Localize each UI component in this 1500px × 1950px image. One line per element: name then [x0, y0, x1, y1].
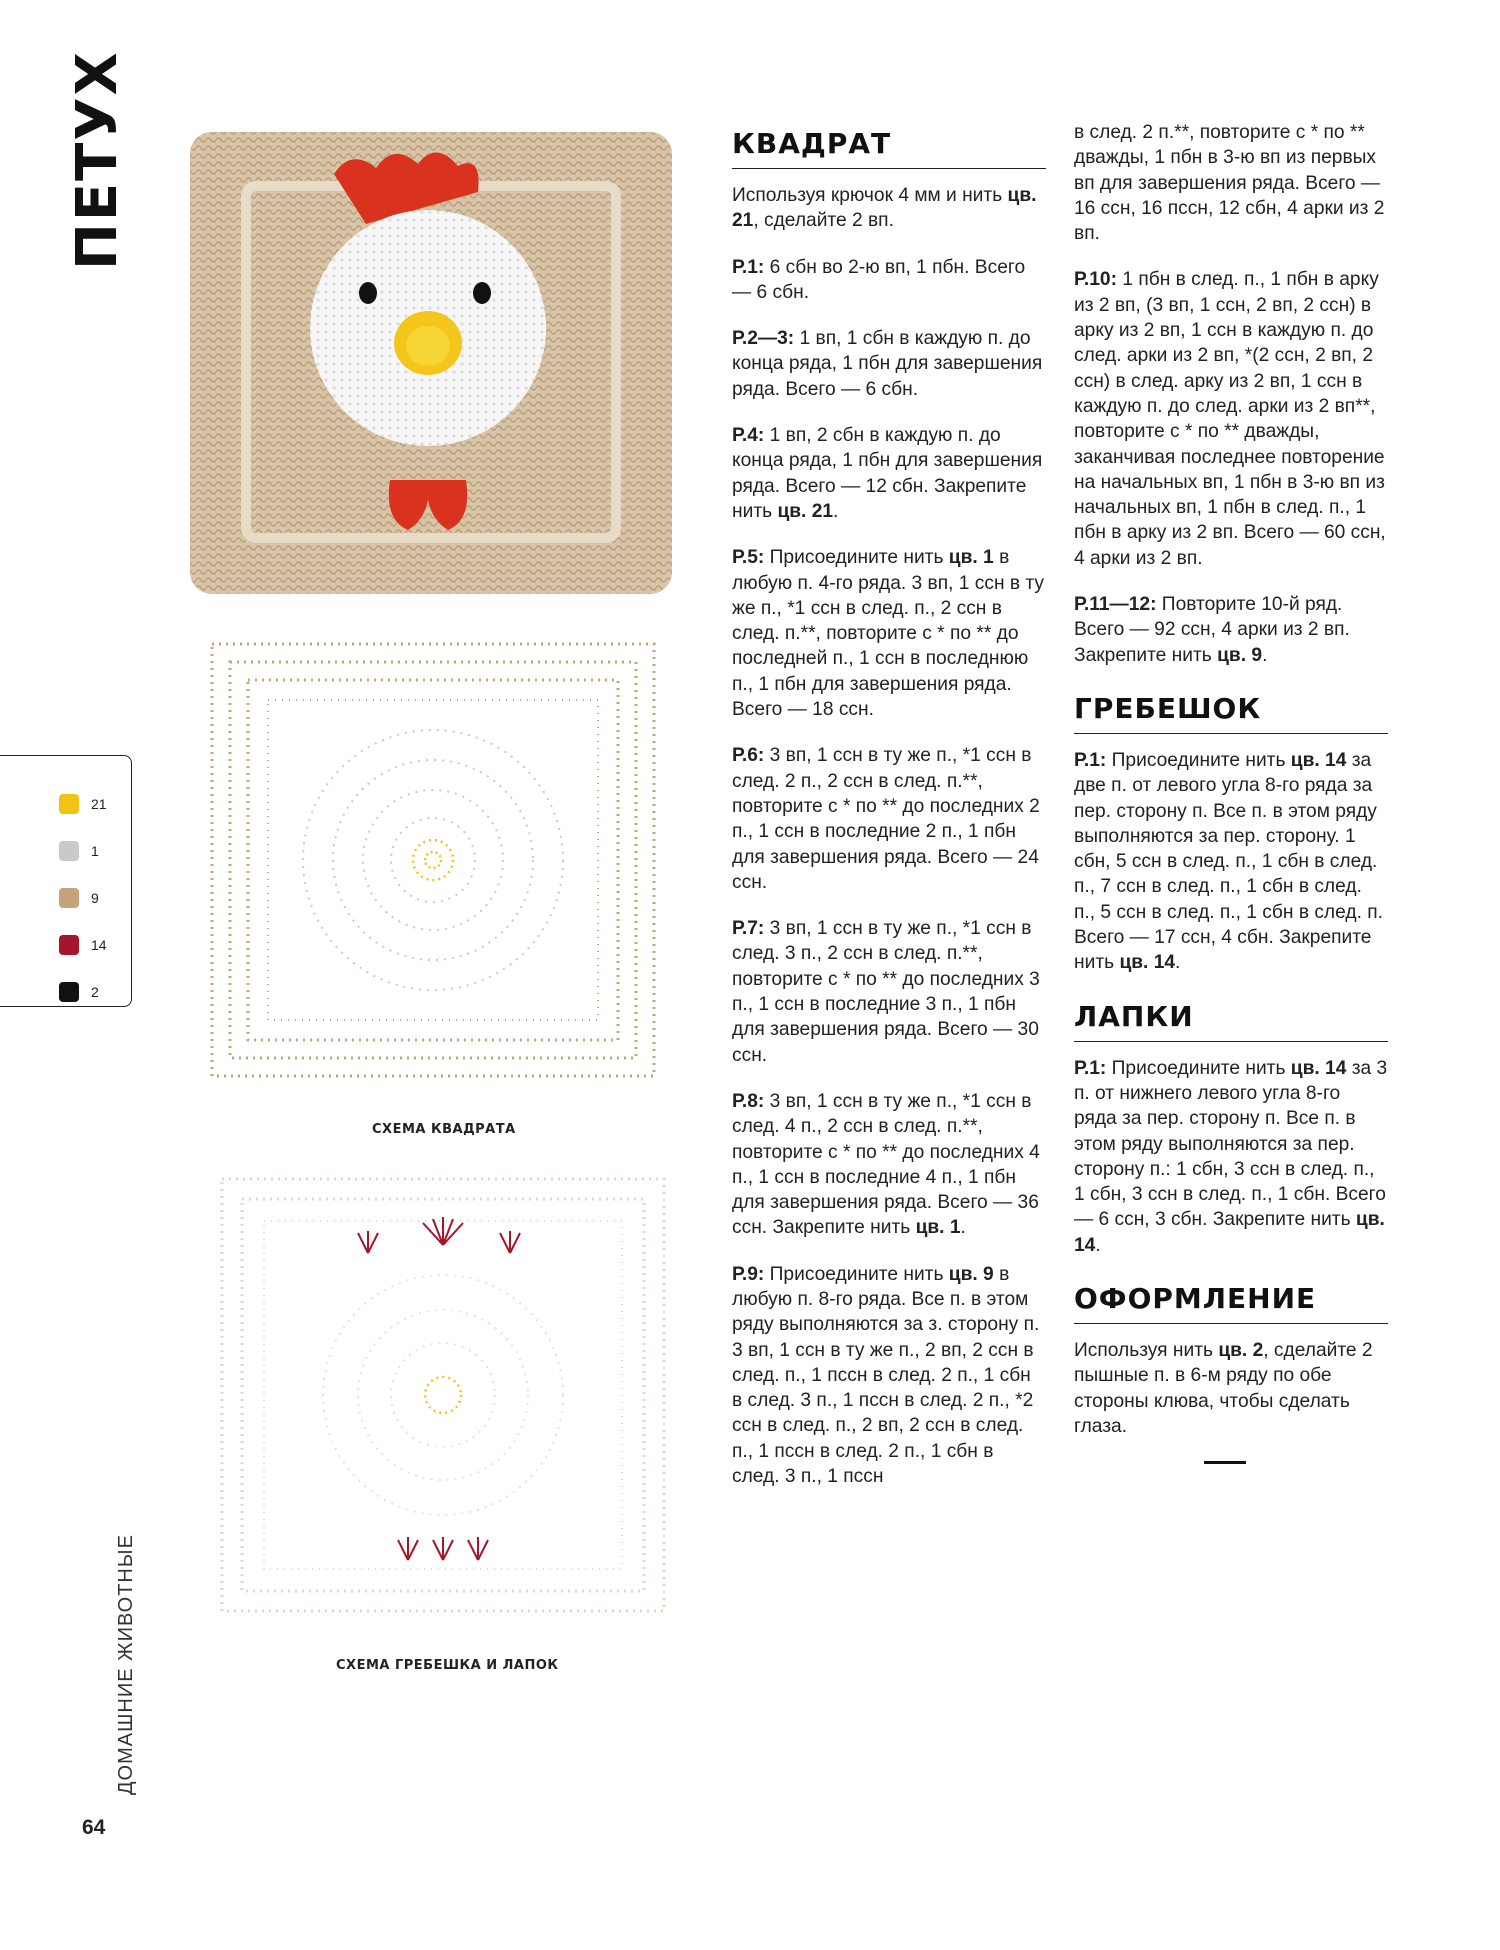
legend-label: 2 — [91, 984, 99, 1000]
square-chart-caption: СХЕМА КВАДРАТА — [372, 1122, 516, 1137]
bold-run: Р.1: — [732, 256, 765, 278]
legend-item — [59, 793, 107, 815]
right-eye-icon — [473, 282, 491, 304]
beak-highlight — [406, 326, 450, 366]
text-run: в любую п. 4-го ряда. 3 вп, 1 ссн в ту же п., *1 ссн в след. п., 2 ссн в след. п.**, повторите с * по ** до последней п., 1 ссн в последнюю п., 1 пбн для завершения ряда. Всего — 18 ссн. — [732, 547, 1045, 721]
text-run: Присоедините нить — [1106, 749, 1291, 771]
bold-run: Р.11—12: — [1074, 594, 1157, 616]
bold-run: цв. 1 — [948, 547, 994, 569]
legend-swatch — [59, 888, 79, 908]
bold-run: Р.6: — [732, 745, 765, 767]
text-run: 1 вп, 2 сбн в каждую п. до конца ряда, 1 пбн для завершения ряда. Всего — 12 сбн. Закрепите нить — [732, 425, 1043, 522]
text-run: в любую п. 8-го ряда. Все п. в этом ряду выполняются за з. сторону п. 3 вп, 1 ссн в ту же п., 2 вп, 2 ссн в след. п., 1 пссн в след. 2 п., 1 сбн в след. 3 п., 1 пссн в след. 2 п., *2 ссн в след. п., 2 вп, 2 ссн в след. п., 1 пссн в след. 2 п., 1 сбн в след. 3 п., 1 пссн — [732, 1263, 1040, 1488]
legend-label: 14 — [91, 937, 107, 953]
bold-run: цв. 21 — [732, 185, 1037, 232]
text-run: 3 вп, 1 ссн в ту же п., *1 ссн в след. 3 п., 2 ссн в след. п.**, повторите с * по ** до последних 3 п., 1 ссн в последние 3 п., 1 пбн для завершения ряда. Всего — 30 ссн. — [732, 918, 1040, 1066]
bold-run: Р.8: — [732, 1090, 765, 1112]
bold-run: цв. 9 — [948, 1263, 994, 1285]
bold-run: Р.4: — [732, 425, 765, 447]
text-run: в след. 2 п.**, повторите с * по ** дважды, 1 пбн в 3-ю вп из первых вп для завершения ряда. Всего — 16 ссн, 16 пссн, 12 сбн, 4 арки из 2 вп. — [1074, 122, 1385, 245]
left-eye-icon — [359, 282, 377, 304]
end-mark — [1204, 1461, 1246, 1464]
text-run: . — [833, 500, 839, 522]
page-title: ПЕТУХ — [65, 50, 130, 270]
legend-label: 1 — [91, 843, 99, 859]
section-heading: ГРЕБЕШОК — [1074, 689, 1388, 734]
bold-run: цв. 14 — [1119, 952, 1176, 974]
chart-row — [268, 700, 598, 1020]
chart-row — [242, 1199, 644, 1591]
comb-chart — [218, 1175, 668, 1615]
legend-swatch — [59, 794, 79, 814]
instruction-paragraph — [732, 183, 1046, 234]
text-run: 3 вп, 1 ссн в ту же п., *1 ссн в след. 2 п., 2 ссн в след. п.**, повторите с * по ** до последних 2 п., 1 ссн в последние 2 п., 1 пбн для завершения ряда. Всего — 24 ссн. — [732, 745, 1040, 893]
comb-chart-caption: СХЕМА ГРЕБЕШКА И ЛАПОК — [336, 1658, 559, 1673]
bold-run: Р.7: — [732, 918, 765, 940]
legend-swatch — [59, 841, 79, 861]
instruction-paragraph — [732, 1089, 1046, 1241]
color-legend — [0, 755, 132, 1007]
chart-row — [264, 1221, 622, 1569]
legend-swatch — [59, 935, 79, 955]
text-run: , сделайте 2 пышные п. в 6-м ряду по обе стороны клюва, чтобы сделать глаза. — [1074, 1339, 1373, 1437]
section-heading-square: КВАДРАТ — [732, 124, 1046, 169]
bold-run: Р.5: — [732, 547, 765, 569]
text-run: за две п. от левого угла 8-го ряда за пер. сторону п. Все п. в этом ряду выполняются за пер. сторону. 1 сбн, 5 ссн в след. п., 1 сбн в след. п., 7 ссн в след. п., 1 сбн в след. п., 5 ссн в след. п., 1 сбн в след. п. Всего — 17 ссн, 4 сбн. Закрепите нить — [1074, 749, 1383, 974]
legend-item — [59, 887, 99, 909]
column-1-body — [732, 183, 1046, 1489]
bold-run: Р.2—3: — [732, 328, 795, 350]
text-run: Присоедините нить — [764, 547, 949, 569]
instruction-paragraph — [732, 326, 1046, 402]
bold-run: цв. 9 — [1217, 644, 1263, 666]
instruction-paragraph — [732, 423, 1046, 524]
instruction-paragraph — [1074, 120, 1388, 246]
instruction-paragraph — [732, 916, 1046, 1068]
text-run: Используя крючок 4 мм и нить — [732, 185, 1008, 206]
text-run: Присоедините нить — [1106, 1057, 1291, 1079]
text-run: 3 вп, 1 ссн в ту же п., *1 ссн в след. 4 п., 2 ссн в след. п.**, повторите с * по ** до последних 4 п., 1 ссн в последние 4 п., 1 пбн для завершения ряда. Всего — 36 ссн. Закрепите нить — [732, 1090, 1040, 1239]
text-run: . — [960, 1217, 966, 1239]
bold-run: цв. 21 — [777, 500, 834, 522]
text-run: 1 пбн в след. п., 1 пбн в арку из 2 вп, (3 вп, 1 ссн, 2 вп, 2 ссн) в арку из 2 вп, 1 ссн в каждую п. до след. арки из 2 вп, *(2 ссн, 2 вп, 2 ссн) в след. арку из 2 вп, 1 ссн в каждую п. до след. арки из 2 вп**, повторите с * по ** дважды, заканчивая последнее повторение на начальных вп, 1 пбн в 3-ю вп из начальных вп, 1 пбн в след. п., 1 пбн в арку из 2 вп. Всего — 60 ссн, 4 арки из 2 вп. — [1074, 269, 1386, 569]
chart-white-rows — [323, 1275, 563, 1515]
text-run: за 3 п. от нижнего левого угла 8-го ряда за пер. сторону п. Все п. в этом ряду выполняются за пер. сторону п.: 1 сбн, 3 ссн в след. п., 1 сбн, 3 ссн в след. п., 1 сбн. Всего — 6 ссн, 3 сбн. Закрепите нить — [1074, 1057, 1388, 1231]
bold-run: Р.1: — [1074, 749, 1107, 771]
bold-run: Р.10: — [1074, 269, 1117, 291]
text-run: . — [1175, 952, 1181, 974]
text-run: 1 вп, 1 сбн в каждую п. до конца ряда, 1 пбн для завершения ряда. Всего — 6 сбн. — [732, 328, 1043, 400]
legend-item — [59, 840, 99, 862]
legend-swatch — [59, 982, 79, 1002]
chart-row — [230, 662, 636, 1058]
bold-run: цв. 2 — [1218, 1339, 1264, 1361]
instruction-paragraph — [1074, 748, 1388, 976]
chart-white-rows — [303, 730, 563, 990]
section-label: ДОМАШНИЕ ЖИВОТНЫЕ — [115, 1534, 137, 1795]
chart-yellow-center — [425, 1377, 461, 1413]
rooster-square-photo — [186, 128, 676, 598]
instruction-paragraph — [732, 1262, 1046, 1490]
bold-run: цв. 14 — [1290, 1057, 1347, 1079]
text-run: , сделайте 2 вп. — [753, 210, 894, 232]
instruction-paragraph — [732, 255, 1046, 306]
legend-label: 9 — [91, 890, 99, 906]
instruction-paragraph — [732, 743, 1046, 895]
instruction-paragraph — [1074, 592, 1388, 668]
section-heading: ЛАПКИ — [1074, 997, 1388, 1042]
text-run: . — [1095, 1234, 1101, 1256]
square-chart — [208, 640, 658, 1080]
bold-run: цв. 14 — [1290, 749, 1347, 771]
legend-label: 21 — [91, 796, 107, 812]
text-run: . — [1262, 644, 1268, 666]
page-number: 64 — [82, 1816, 106, 1839]
legend-item — [59, 981, 99, 1003]
text-run: Используя нить — [1074, 1339, 1219, 1361]
legend-item — [59, 934, 107, 956]
feet-stitches — [398, 1537, 488, 1560]
instruction-paragraph — [1074, 1056, 1388, 1258]
bold-run: Р.1: — [1074, 1057, 1107, 1079]
comb-stitches — [358, 1217, 520, 1253]
section-heading: ОФОРМЛЕНИЕ — [1074, 1279, 1388, 1324]
text-run: 6 сбн во 2-ю вп, 1 пбн. Всего — 6 сбн. — [732, 256, 1026, 303]
text-run: Повторите 10-й ряд. Всего — 92 ссн, 4 арки из 2 вп. Закрепите нить — [1074, 594, 1350, 666]
instructions-column-2 — [1074, 120, 1388, 1464]
bold-run: цв. 1 — [915, 1217, 961, 1239]
chart-outer-row — [212, 644, 654, 1076]
bold-run: Р.9: — [732, 1263, 765, 1285]
instructions-column-1 — [732, 120, 1046, 1510]
text-run: Присоедините нить — [764, 1263, 949, 1285]
chart-yellow-center — [413, 840, 453, 880]
instruction-paragraph — [732, 545, 1046, 722]
instruction-paragraph — [1074, 267, 1388, 571]
instruction-paragraph — [1074, 1338, 1388, 1439]
bold-run: цв. 14 — [1074, 1209, 1385, 1256]
